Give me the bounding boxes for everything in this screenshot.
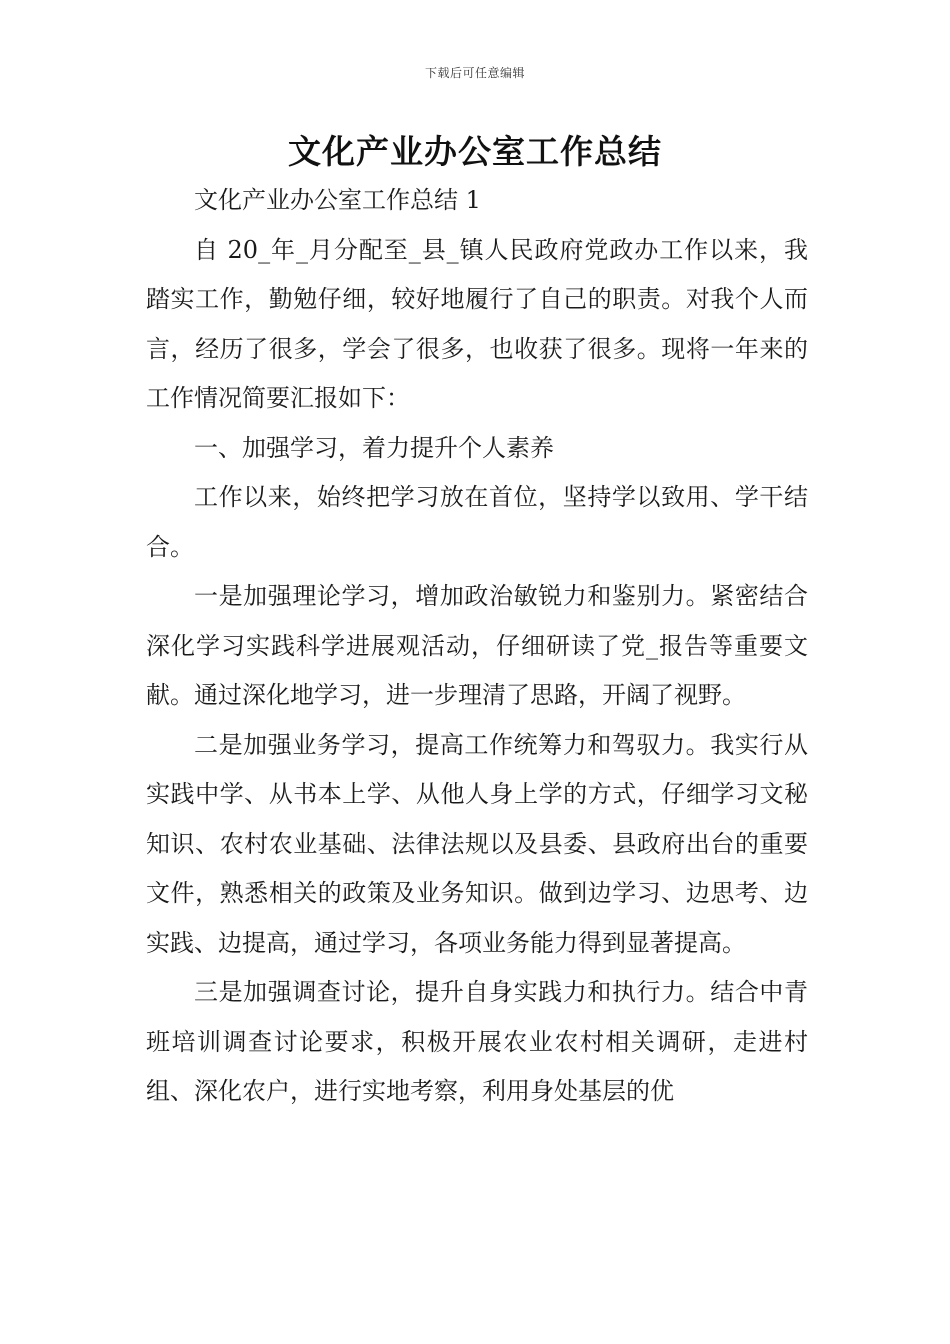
- header-note: 下载后可任意编辑: [424, 66, 525, 80]
- body-paragraph: 一是加强理论学习，增加政治敏锐力和鉴别力。紧密结合深化学习实践科学进展观活动，仔细研读了党_报告等重要文献。通过深化地学习，进一步理清了思路，开阔了视野。: [146, 582, 808, 709]
- section-heading: 一、加强学习，着力提升个人素养: [194, 433, 554, 462]
- document-title: 文化产业办公室工作总结: [288, 132, 662, 171]
- intro-paragraph: 自 20_年_月分配至_县_镇人民政府党政办工作以来，我踏实工作，勤勉仔细，较好地履行了自己的职责。对我个人而言，经历了很多，学会了很多，也收获了很多。现将一年来的工作情况简要汇报如下：: [146, 235, 808, 412]
- body-paragraph: 工作以来，始终把学习放在首位，坚持学以致用、学干结合。: [146, 483, 808, 561]
- subtitle-paragraph: 文化产业办公室工作总结 1: [194, 186, 481, 214]
- document-body: [146, 176, 808, 1117]
- body-paragraph: 二是加强业务学习，提高工作统筹力和驾驭力。我实行从实践中学、从书本上学、从他人身上学的方式，仔细学习文秘知识、农村农业基础、法律法规以及县委、县政府出台的重要文件，熟悉相关的政策及业务知识。做到边学习、边思考、边实践、边提高，通过学习，各项业务能力得到显著提高。: [146, 730, 808, 957]
- body-paragraph: 三是加强调查讨论，提升自身实践力和执行力。结合中青班培训调查讨论要求，积极开展农业农村相关调研，走进村组、深化农户，进行实地考察，利用身处基层的优: [146, 978, 808, 1105]
